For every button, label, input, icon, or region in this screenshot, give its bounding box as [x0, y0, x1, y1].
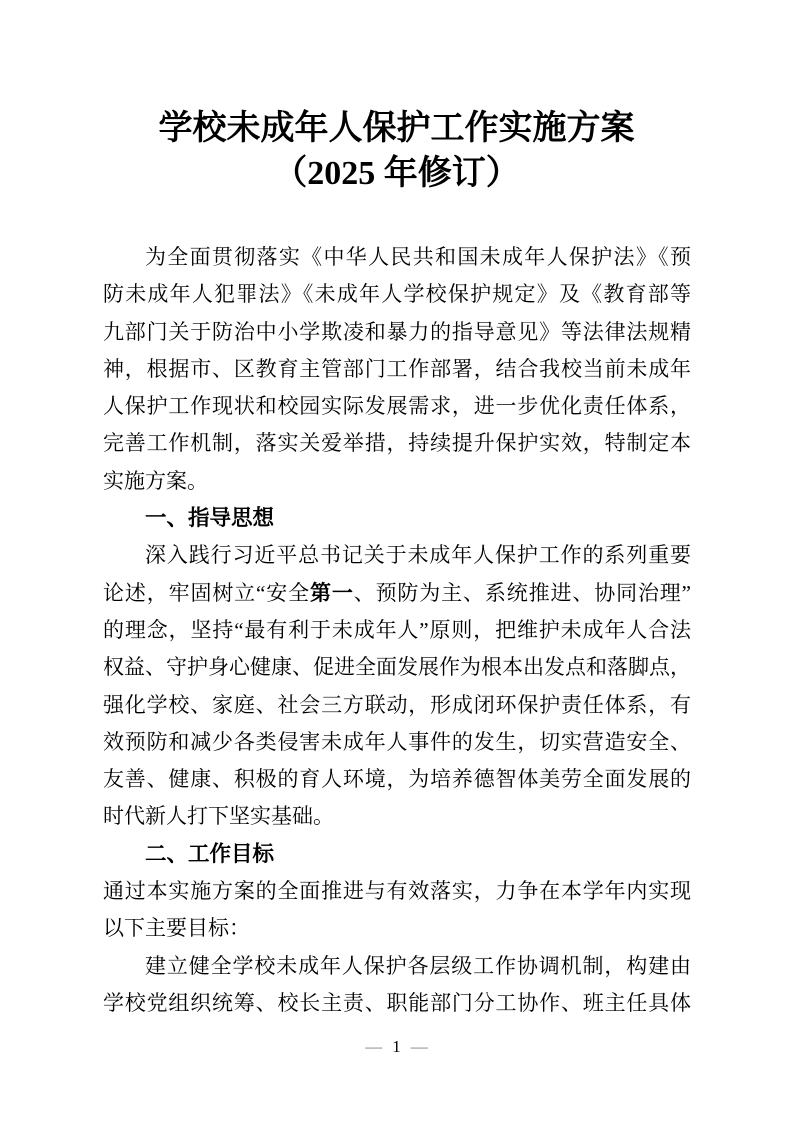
paragraph-line: 实施方案。 [103, 468, 208, 493]
paragraph-line: 强化学校、家庭、社会三方联动，形成闭环保护责任体系，有 [103, 692, 691, 717]
paragraph-line: 学校党组织统筹、校长主责、职能部门分工协作、班主任具体 [103, 990, 691, 1015]
paragraph-line: 建立健全学校未成年人保护各层级工作协调机制，构建由 [145, 953, 691, 978]
paragraph-line: 效预防和减少各类侵害未成年人事件的发生，切实营造安全、 [103, 729, 691, 754]
paragraph-line: 为全面贯彻落实《中华人民共和国未成年人保护法》《预 [145, 245, 691, 269]
section-heading: 一、指导思想 [145, 506, 275, 531]
document-title-line1: 学校未成年人保护工作实施方案 [158, 110, 635, 147]
paragraph-line: 人保护工作现状和校园实际发展需求，进一步优化责任体系， [103, 394, 691, 419]
paragraph-line: 以下主要目标： [103, 916, 250, 941]
paragraph-line: 防未成年人犯罪法》《未成年人学校保护规定》及《教育部等 [103, 282, 691, 307]
paragraph-line: 友善、健康、积极的育人环境，为培养德智体美劳全面发展的 [103, 767, 691, 792]
paragraph-line: 完善工作机制，落实关爱举措，持续提升保护实效，特制定本 [103, 431, 691, 456]
document-title [0, 106, 793, 196]
page-number: 1 [392, 1037, 401, 1056]
paragraph-line: 神，根据市、区教育主管部门工作部署，结合我校当前未成年 [103, 356, 691, 381]
paragraph-line: 时代新人打下坚实基础。 [103, 804, 334, 829]
paragraph-line [103, 575, 691, 612]
footer-right-dash: — [410, 1037, 428, 1056]
page-footer [0, 1035, 793, 1059]
text-run: 、预防为主、系统推进、协同治理” [353, 580, 691, 605]
document-title-line2: （2025 年修订） [273, 155, 520, 192]
section-heading: 二、工作目标 [145, 841, 275, 866]
document-body [103, 239, 691, 1022]
bold-text: 第一 [309, 580, 354, 605]
paragraph-line: 权益、守护身心健康、促进全面发展作为根本出发点和落脚点， [103, 655, 691, 680]
text-run: 论述，牢固树立“安全 [103, 580, 310, 605]
paragraph-line: 深入践行习近平总书记关于未成年人保护工作的系列重要 [145, 543, 691, 568]
footer-left-dash: — [365, 1037, 383, 1056]
paragraph-line: 的理念，坚持“最有利于未成年人”原则，把维护未成年人合法 [103, 617, 691, 642]
paragraph-line: 九部门关于防治中小学欺凌和暴力的指导意见》等法律法规精 [103, 319, 691, 344]
paragraph-line: 通过本实施方案的全面推进与有效落实，力争在本学年内实现 [103, 879, 691, 904]
